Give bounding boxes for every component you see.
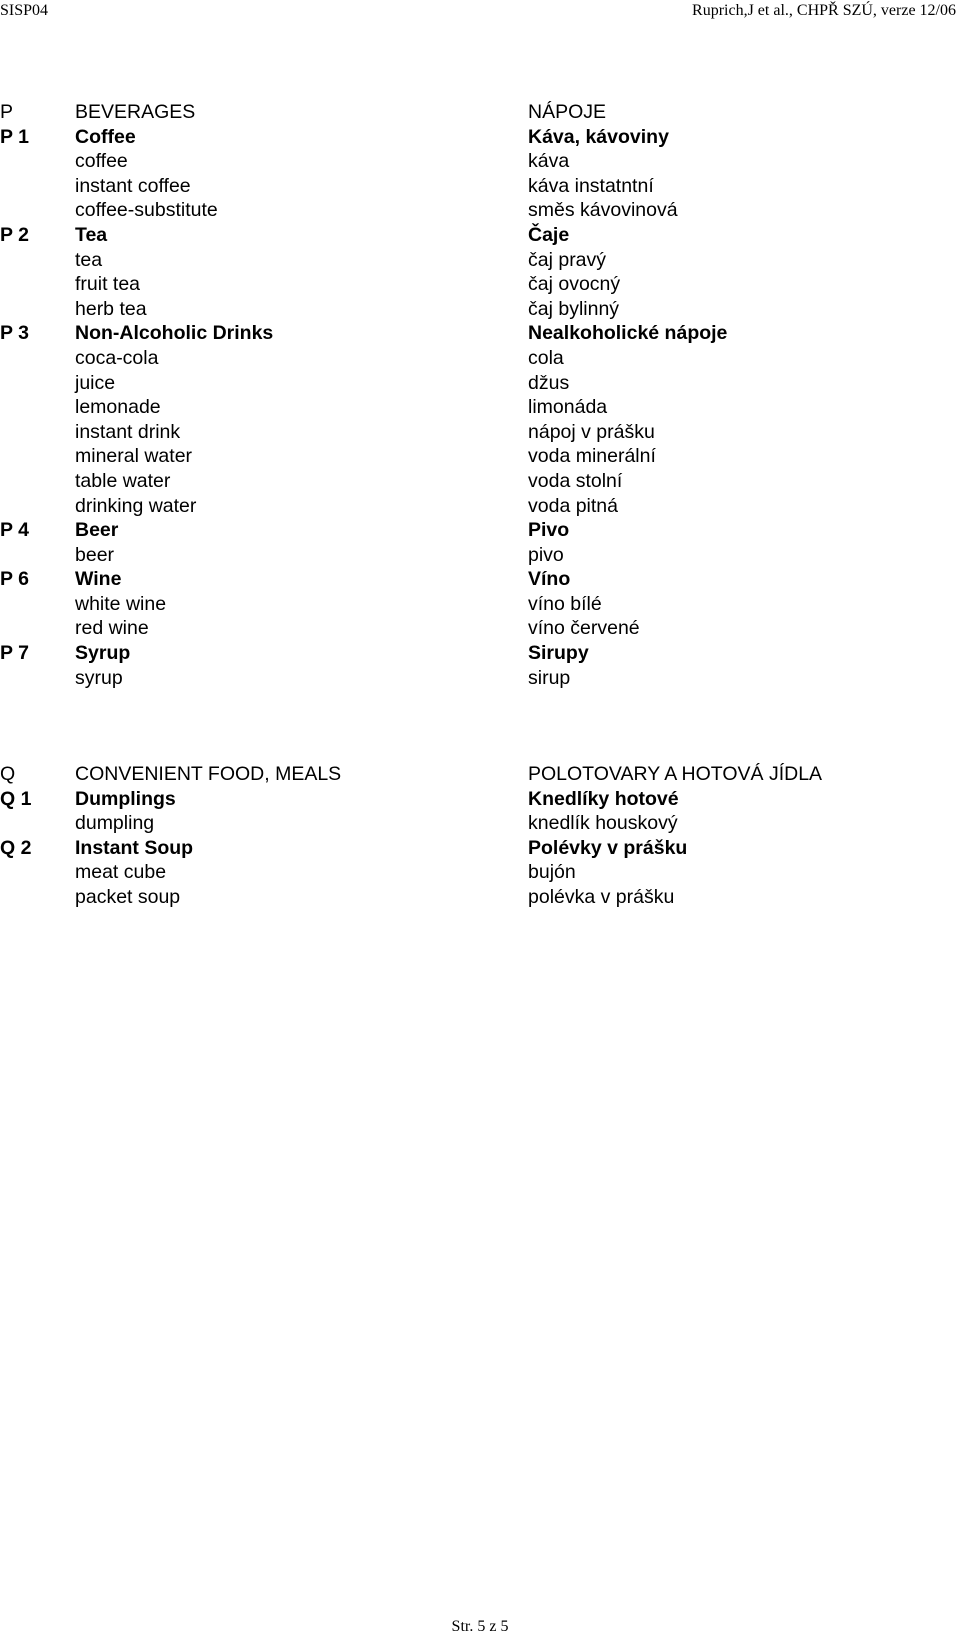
english-term: white wine <box>75 592 167 615</box>
czech-term: Nealkoholické nápoje <box>528 322 728 345</box>
category-row <box>0 321 960 346</box>
czech-term: Víno <box>528 568 571 591</box>
czech-term: NÁPOJE <box>528 101 607 123</box>
czech-term: polévka v prášku <box>528 885 675 908</box>
section-convenient-food <box>0 762 960 910</box>
item-row <box>0 248 960 273</box>
english-term: table water <box>75 469 171 492</box>
item-row <box>0 616 960 641</box>
item-row <box>0 174 960 199</box>
document-code: SISP04 <box>0 2 49 19</box>
czech-term: Polévky v prášku <box>528 836 688 859</box>
czech-term: víno bílé <box>528 592 602 615</box>
english-term: packet soup <box>75 885 181 908</box>
czech-term: směs kávovinová <box>528 199 678 222</box>
english-term: dumpling <box>75 812 155 835</box>
english-term: coca-cola <box>75 346 159 369</box>
czech-term: nápoj v prášku <box>528 420 655 443</box>
czech-term: voda stolní <box>528 469 623 492</box>
czech-term: káva instatntní <box>528 174 654 197</box>
english-term: drinking water <box>75 494 197 517</box>
english-term: instant coffee <box>75 174 191 197</box>
code-cell: P 2 <box>0 223 29 246</box>
english-term: herb tea <box>75 297 147 320</box>
czech-term: Čaje <box>528 223 570 246</box>
czech-term: knedlík houskový <box>528 812 678 835</box>
czech-term: sirup <box>528 666 571 689</box>
czech-term: čaj bylinný <box>528 297 620 320</box>
english-term: Tea <box>75 223 108 246</box>
czech-term: víno červené <box>528 617 640 640</box>
czech-term: cola <box>528 346 564 369</box>
code-cell: Q 2 <box>0 836 32 859</box>
item-row <box>0 272 960 297</box>
item-row <box>0 592 960 617</box>
czech-term: džus <box>528 371 570 394</box>
czech-term: čaj pravý <box>528 248 607 271</box>
czech-term: bujón <box>528 861 576 884</box>
english-term: red wine <box>75 617 149 640</box>
english-term: fruit tea <box>75 273 141 296</box>
item-row <box>0 395 960 420</box>
english-term: instant drink <box>75 420 181 443</box>
english-term: juice <box>75 371 116 394</box>
english-term: lemonade <box>75 396 161 419</box>
english-term: beer <box>75 543 115 566</box>
english-term: Syrup <box>75 642 131 665</box>
category-row <box>0 787 960 812</box>
item-row <box>0 444 960 469</box>
item-row <box>0 543 960 568</box>
item-row <box>0 198 960 223</box>
czech-term: čaj ovocný <box>528 273 621 296</box>
czech-term: káva <box>528 150 570 173</box>
english-term: CONVENIENT FOOD, MEALS <box>75 763 342 785</box>
english-term: Coffee <box>75 125 136 148</box>
czech-term: voda pitná <box>528 494 618 517</box>
english-term: BEVERAGES <box>75 101 196 123</box>
item-row <box>0 297 960 322</box>
czech-term: Pivo <box>528 519 570 542</box>
english-term: coffee <box>75 150 128 173</box>
item-row <box>0 346 960 371</box>
czech-term: Káva, kávoviny <box>528 125 669 148</box>
english-term: Dumplings <box>75 787 176 810</box>
item-row <box>0 811 960 836</box>
czech-term: limonáda <box>528 396 608 419</box>
czech-term: voda minerální <box>528 445 656 468</box>
code-cell: P 4 <box>0 519 29 542</box>
item-row <box>0 149 960 174</box>
category-row <box>0 762 960 787</box>
english-term: tea <box>75 248 103 271</box>
item-row <box>0 371 960 396</box>
code-cell: P 7 <box>0 642 29 665</box>
code-cell: Q <box>0 763 16 785</box>
english-term: Wine <box>75 568 122 591</box>
page-number: Str. 5 z 5 <box>451 1618 509 1635</box>
category-row <box>0 100 960 125</box>
english-term: Non-Alcoholic Drinks <box>75 322 274 345</box>
category-row <box>0 836 960 861</box>
english-term: meat cube <box>75 861 167 884</box>
category-row <box>0 125 960 150</box>
english-term: Beer <box>75 519 119 542</box>
item-row <box>0 420 960 445</box>
english-term: Instant Soup <box>75 836 194 859</box>
code-cell: P <box>0 101 14 123</box>
category-row <box>0 223 960 248</box>
english-term: mineral water <box>75 445 193 468</box>
code-cell: P 1 <box>0 125 29 148</box>
czech-term: pivo <box>528 543 564 566</box>
czech-term: POLOTOVARY A HOTOVÁ JÍDLA <box>528 763 823 785</box>
category-row <box>0 641 960 666</box>
category-row <box>0 567 960 592</box>
item-row <box>0 666 960 691</box>
document-authors-version: Ruprich,J et al., CHPŘ SZÚ, verze 12/06 <box>692 2 956 19</box>
czech-term: Sirupy <box>528 642 589 665</box>
code-cell: P 6 <box>0 568 29 591</box>
category-row <box>0 518 960 543</box>
section-beverages <box>0 100 960 690</box>
czech-term: Knedlíky hotové <box>528 787 679 810</box>
item-row <box>0 494 960 519</box>
item-row <box>0 469 960 494</box>
code-cell: P 3 <box>0 322 29 345</box>
english-term: coffee-substitute <box>75 199 218 222</box>
english-term: syrup <box>75 666 123 689</box>
code-cell: Q 1 <box>0 787 32 810</box>
item-row <box>0 885 960 910</box>
item-row <box>0 860 960 885</box>
